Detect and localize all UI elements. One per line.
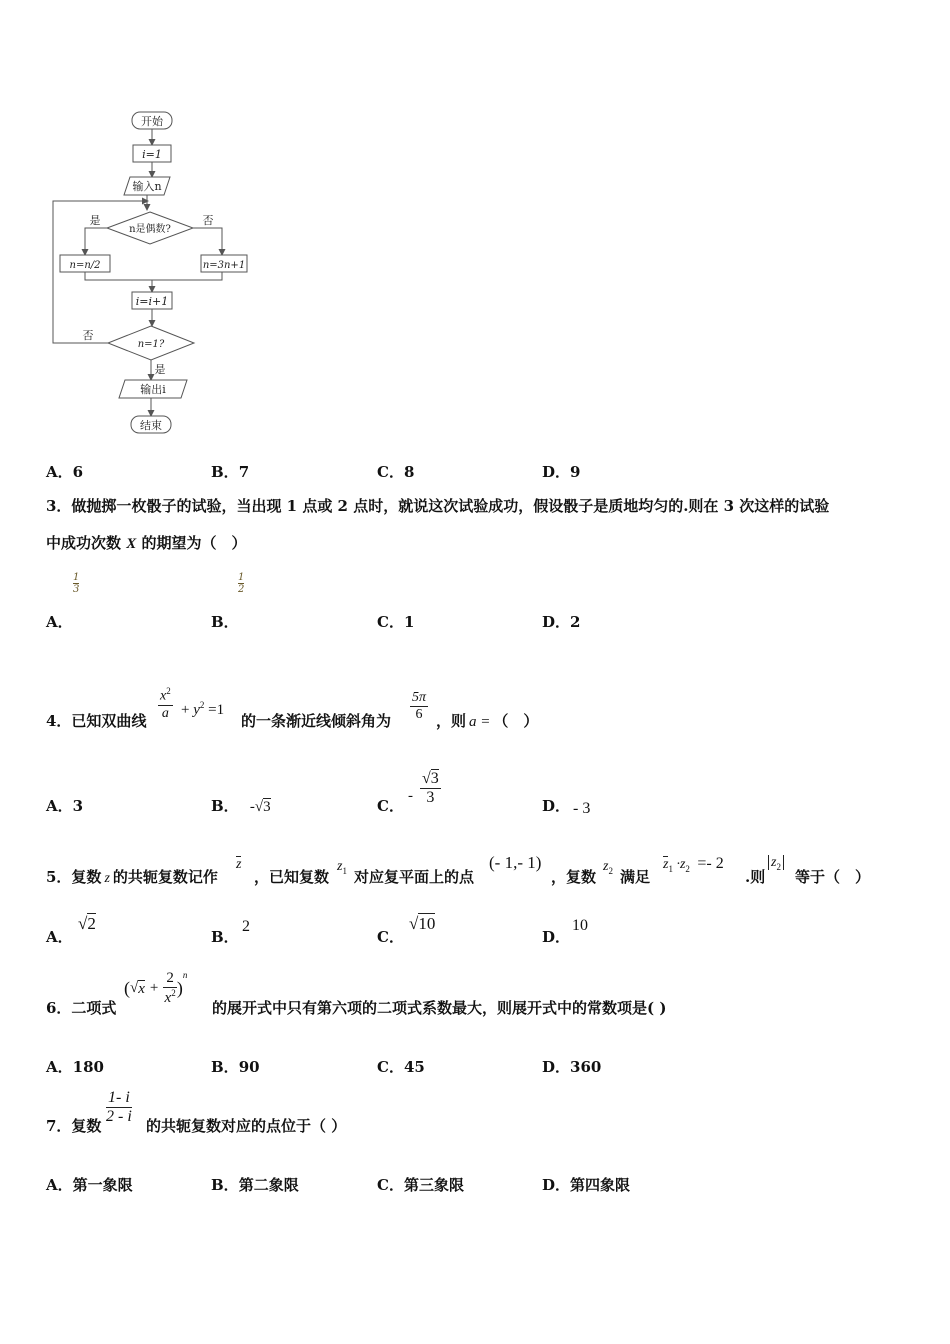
- q4-plus-y2: + $y^2 =1$: [181, 700, 225, 718]
- option-value: 6: [72, 463, 84, 481]
- q5-zbar: z: [236, 857, 242, 872]
- q2-option-c[interactable]: [377, 461, 414, 482]
- q5-z1: $z_1$: [337, 859, 347, 876]
- q5-option-b-value: 2: [242, 918, 250, 935]
- q2-option-d[interactable]: [542, 461, 580, 482]
- q4-frac-x2-a: $x^2$ a: [160, 686, 171, 721]
- svg-text:i=1: i=1: [142, 148, 162, 161]
- q6-text: 的展开式中只有第六项的二项式系数最大，则展开式中的常数项是( ): [212, 999, 667, 1017]
- q7-option-b[interactable]: B．第二象限: [211, 1176, 299, 1194]
- q4-option-c-sign: -: [408, 788, 413, 804]
- flowchart: [40, 100, 280, 445]
- svg-text:n=3n+1: n=3n+1: [202, 260, 246, 271]
- q5-option-b[interactable]: B．: [211, 928, 239, 946]
- q5-text5: 满足: [620, 868, 651, 886]
- q4-tail: ，则 a = （ ）: [436, 712, 539, 730]
- option-letter: A．: [46, 463, 73, 481]
- q6-option-b[interactable]: B．90: [211, 1058, 260, 1076]
- q4-middle-text: 的一条渐近线倾斜角为: [241, 712, 392, 730]
- q5-text7: 等于（ ）: [795, 868, 871, 886]
- q7-option-a[interactable]: A．第一象限: [46, 1176, 133, 1194]
- q6-option-d[interactable]: D．360: [542, 1058, 602, 1076]
- q4-option-d[interactable]: D．: [542, 797, 571, 815]
- option-letter: C．: [377, 463, 404, 481]
- q5-text3: 对应复平面上的点: [354, 868, 475, 886]
- q4-prefix: 4．已知双曲线: [46, 712, 147, 730]
- option-letter: B．: [211, 463, 239, 481]
- svg-text:n=1?: n=1?: [137, 339, 165, 350]
- q3-option-c[interactable]: C．1: [377, 613, 415, 631]
- q3-option-a-fraction: $\frac{1}{3}$: [73, 572, 80, 595]
- svg-text:n=n/2: n=n/2: [69, 260, 101, 271]
- q2-option-a[interactable]: [46, 461, 83, 482]
- q5-prefix: 5．复数 z 的共轭复数记作: [46, 868, 218, 886]
- q5-text2: ，已知复数: [254, 868, 330, 886]
- svg-text:否: 否: [82, 329, 94, 342]
- svg-text:n是偶数?: n是偶数?: [129, 224, 171, 235]
- q7-option-d[interactable]: D．第四象限: [542, 1176, 631, 1194]
- q5-relation: $z_1 \cdot z_2 =- 2$: [663, 855, 724, 874]
- option-value: 8: [403, 463, 415, 481]
- option-value: 9: [570, 463, 581, 481]
- q4-angle-fraction: 5π 6: [412, 690, 427, 722]
- q5-text4: ，复数: [551, 868, 597, 886]
- q5-text6: .则: [745, 868, 766, 886]
- svg-text:开始: 开始: [141, 115, 163, 128]
- svg-text:否: 否: [202, 214, 214, 227]
- q3-option-b[interactable]: B．: [211, 613, 239, 631]
- q4-option-c-letter[interactable]: C．: [377, 797, 404, 815]
- q3-option-b-fraction: $\frac{1}{2}$: [238, 572, 245, 595]
- q5-option-d-value: 10: [572, 917, 588, 934]
- q5-option-a-value: √2: [78, 914, 96, 933]
- q4-option-a[interactable]: A．3: [46, 797, 84, 815]
- svg-text:i=i+1: i=i+1: [135, 295, 169, 308]
- q3-option-d[interactable]: D．2: [542, 613, 581, 631]
- q5-option-c[interactable]: C．: [377, 928, 404, 946]
- q4-option-b[interactable]: B． -√3: [211, 797, 271, 815]
- q7-fraction: 1- i 2 - i: [106, 1089, 132, 1125]
- q2-option-b[interactable]: [211, 461, 249, 482]
- q6-binomial: ( √ x + $\frac{2}{x^2}$ ) $^n$: [124, 970, 188, 1006]
- q5-option-a[interactable]: A．: [46, 928, 73, 946]
- q5-abs-z2: $z_2$: [768, 855, 784, 872]
- q5-option-d[interactable]: D．: [542, 928, 571, 946]
- svg-text:结束: 结束: [140, 419, 162, 432]
- q5-z2: $z_2$: [603, 859, 613, 876]
- q4-option-d-value: - 3: [573, 800, 591, 817]
- q6-option-c[interactable]: C．45: [377, 1058, 425, 1076]
- svg-text:是: 是: [89, 214, 101, 227]
- q6-prefix: 6．二项式: [46, 999, 117, 1017]
- var-x: X: [126, 536, 137, 552]
- svg-text:输入n: 输入n: [132, 180, 162, 193]
- q3-stem-line1: 3．做抛掷一枚骰子的试验，当出现 1 点或 2 点时，就说这次试验成功，假设骰子是质地均匀的.则在 3 次这样的试验: [46, 497, 830, 515]
- q6-option-a[interactable]: A．180: [46, 1058, 104, 1076]
- svg-text:是: 是: [154, 363, 166, 376]
- option-letter: D．: [542, 463, 571, 481]
- svg-text:输出i: 输出i: [140, 383, 166, 396]
- q5-point: (- 1,- 1): [489, 853, 542, 872]
- q3-stem-line2: 中成功次数 X 的期望为（ ）: [46, 534, 247, 552]
- q7-option-c[interactable]: C．第三象限: [377, 1176, 464, 1194]
- q4-option-c-fraction: √3 3: [422, 770, 439, 806]
- q5-option-c-value: √10: [409, 914, 436, 933]
- q7-text: 的共轭复数对应的点位于（ ）: [146, 1117, 347, 1135]
- q3-option-a[interactable]: A．: [46, 613, 73, 631]
- option-value: 7: [238, 463, 250, 481]
- q7-prefix: 7．复数: [46, 1117, 102, 1135]
